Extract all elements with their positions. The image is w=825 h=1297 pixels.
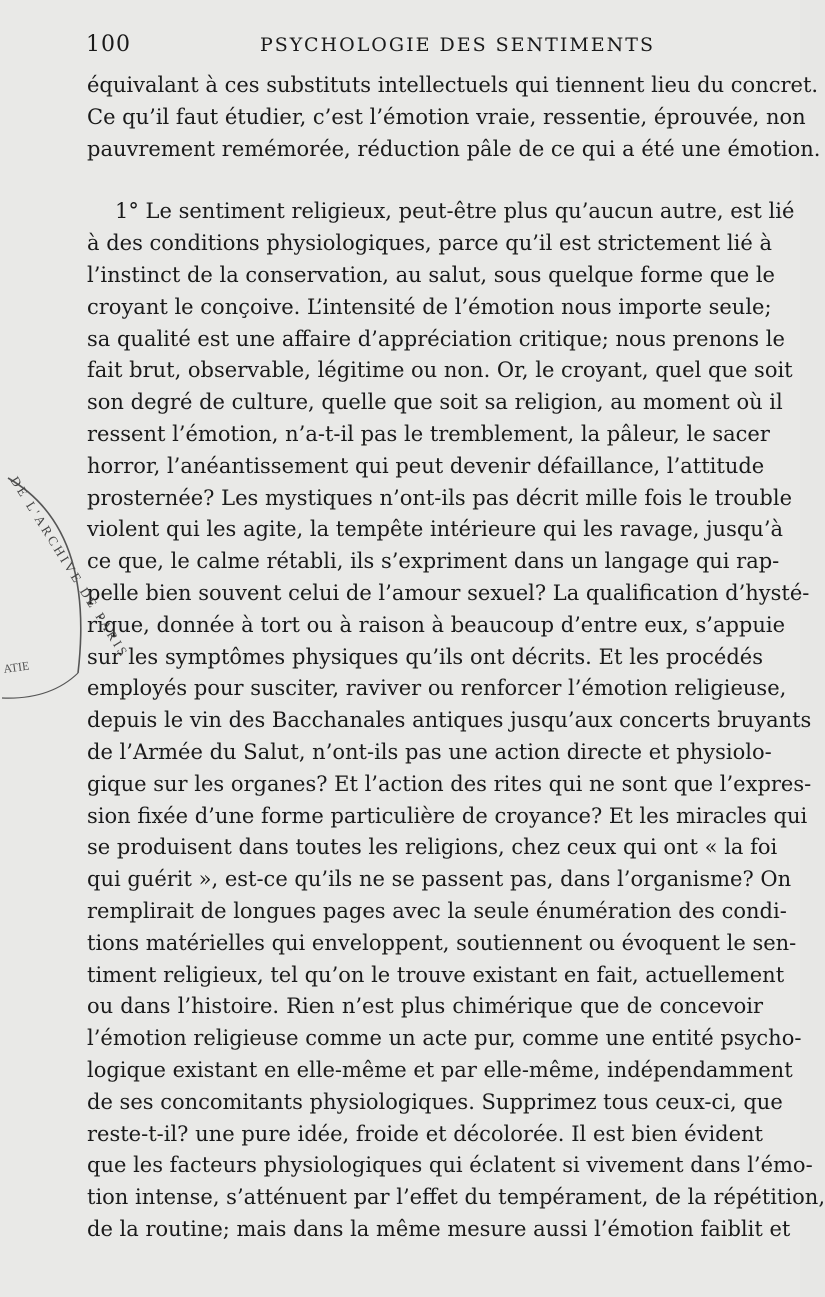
library-stamp: [0, 468, 133, 708]
text-line: à des conditions physiologiques, parce qu’il est strictement lié à: [87, 231, 772, 256]
text-line: sur les symptômes physiques qu’ils ont décrits. Et les procédés: [87, 644, 763, 669]
text-line: ou dans l’histoire. Rien n’est plus chimérique que de concevoir: [87, 994, 763, 1019]
text-line: son degré de culture, quelle que soit sa religion, au moment où il: [87, 390, 783, 415]
svg-text:ATIE: ATIE: [2, 658, 31, 676]
paragraph: [87, 70, 821, 165]
text-line: gique sur les organes? Et l’action des rites qui ne sont que l’expres-: [87, 771, 812, 796]
text-line: l’émotion religieuse comme un acte pur, comme une entité psycho-: [87, 1026, 802, 1051]
text-line: fait brut, observable, légitime ou non. Or, le croyant, quel que soit: [87, 358, 793, 383]
text-line: remplirait de longues pages avec la seule énumération des condi-: [87, 898, 787, 923]
text-line: pauvrement remémorée, réduction pâle de ce qui a été une émotion.: [87, 136, 821, 161]
text-line: reste-t-il? une pure idée, froide et décolorée. Il est bien évident: [87, 1121, 763, 1146]
text-line: pelle bien souvent celui de l’amour sexuel? La qualification d’hysté-: [87, 580, 810, 605]
text-line: violent qui les agite, la tempête intérieure qui les ravage, jusqu’à: [87, 517, 784, 542]
text-line: qui guérit », est-ce qu’ils ne se passent pas, dans l’organisme? On: [87, 867, 792, 892]
text-line: de la routine; mais dans la même mesure aussi l’émotion faiblit et: [87, 1216, 791, 1241]
text-line: l’instinct de la conservation, au salut, sous quelque forme que le: [87, 262, 775, 287]
stamp-text: DE L'ARCHIVE DE PARIS: [7, 473, 133, 661]
text-line: tion intense, s’atténuent par l’effet du tempérament, de la répétition,: [87, 1185, 825, 1210]
text-line: que les facteurs physiologiques qui éclatent si vivement dans l’émo-: [87, 1153, 813, 1178]
text-line: ressent l’émotion, n’a-t-il pas le tremblement, la pâleur, le sacer: [87, 421, 770, 446]
text-line: équivalant à ces substituts intellectuels qui tiennent lieu du concret.: [87, 73, 819, 97]
text-line: de l’Armée du Salut, n’ont-ils pas une action directe et physiolo-: [87, 739, 772, 764]
text-line: employés pour susciter, raviver ou renforcer l’émotion religieuse,: [87, 676, 787, 701]
text-line: sa qualité est une affaire d’appréciation critique; nous prenons le: [87, 326, 785, 351]
text-line: horror, l’anéantissement qui peut devenir défaillance, l’attitude: [87, 453, 765, 478]
text-line: timent religieux, tel qu’on le trouve existant en fait, actuellement: [87, 962, 785, 987]
text-line: 1° Le sentiment religieux, peut-être plus qu’aucun autre, est lié: [115, 199, 795, 224]
page-header: [86, 32, 762, 60]
running-title: PSYCHOLOGIE DES SENTIMENTS: [260, 34, 655, 56]
text-line: croyant le conçoive. L’intensité de l’émotion nous importe seule;: [87, 294, 772, 319]
text-line: prosternée? Les mystiques n’ont-ils pas décrit mille fois le trouble: [87, 485, 793, 510]
text-line: tions matérielles qui enveloppent, soutiennent ou évoquent le sen-: [87, 930, 797, 955]
text-line: logique existant en elle-même et par elle-même, indépendamment: [87, 1057, 793, 1082]
paragraph: [87, 196, 825, 1245]
text-line: Ce qu’il faut étudier, c’est l’émotion vraie, ressentie, éprouvée, non: [87, 104, 806, 129]
text-line: rique, donnée à tort ou à raison à beaucoup d’entre eux, s’appuie: [87, 612, 786, 637]
body-text: [87, 70, 825, 1246]
text-line: ce que, le calme rétabli, ils s’expriment dans un langage qui rap-: [87, 549, 780, 574]
text-line: se produisent dans toutes les religions, chez ceux qui ont « la foi: [87, 835, 778, 860]
text-line: de ses concomitants physiologiques. Supprimez tous ceux-ci, que: [87, 1089, 783, 1114]
text-line: depuis le vin des Bacchanales antiques jusqu’aux concerts bruyants: [87, 708, 812, 733]
text-line: sion fixée d’une forme particulière de croyance? Et les miracles qui: [87, 803, 808, 828]
page-number: 100: [86, 32, 131, 57]
